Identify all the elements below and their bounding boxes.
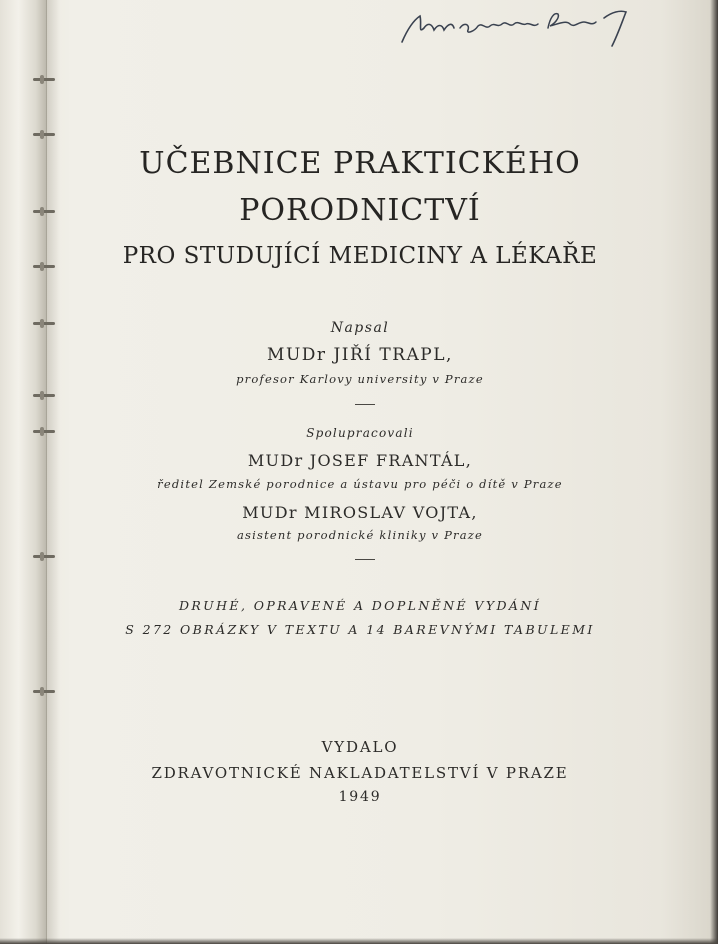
written-by-label: Napsal [330, 320, 390, 336]
publisher-name: ZDRAVOTNICKÉ NAKLADATELSTVÍ V PRAZE [151, 764, 569, 782]
collaborator-1-role: ředitel Zemské porodnice a ústavu pro péči o dítě v Praze [157, 477, 563, 491]
page-bottom-shadow [0, 938, 718, 944]
collaborator-1-name: MUDr JOSEF FRANTÁL, [247, 451, 473, 470]
collaborator-2-role: asistent porodnické kliniky v Praze [236, 528, 484, 542]
binding-stitch [33, 265, 55, 268]
binding-stitch [33, 394, 55, 397]
collaborator-2-name: MUDr MIROSLAV VOJTA, [242, 503, 478, 522]
binding-shadow [46, 0, 60, 944]
binding-stitch [33, 78, 55, 81]
binding-stitch [33, 210, 55, 213]
page-edge-shadow [710, 0, 718, 944]
edition-line-2: S 272 OBRÁZKY V TEXTU A 14 BAREVNÝMI TABULEMI [125, 622, 595, 637]
title-line-1: UČEBNICE PRAKTICKÉHO [139, 146, 581, 181]
edition-line-1: DRUHÉ, OPRAVENÉ A DOPLNĚNÉ VYDÁNÍ [178, 598, 542, 613]
main-author: MUDr JIŘÍ TRAPL, [267, 345, 453, 365]
publication-year: 1949 [338, 789, 382, 805]
separator-dash [355, 404, 375, 405]
book-binding [0, 0, 47, 944]
binding-stitch [33, 555, 55, 558]
handwritten-signature [398, 2, 638, 52]
binding-stitch [33, 430, 55, 433]
publisher-label: VYDALO [321, 738, 399, 756]
subtitle: PRO STUDUJÍCÍ MEDICINY A LÉKAŘE [122, 243, 598, 269]
binding-stitch [33, 133, 55, 136]
collaborators-label: Spolupracovali [306, 426, 414, 440]
separator-dash [355, 559, 375, 560]
title-line-2: PORODNICTVÍ [239, 193, 481, 228]
binding-stitch [33, 322, 55, 325]
main-author-role: profesor Karlovy university v Praze [236, 372, 484, 386]
binding-stitch [33, 690, 55, 693]
